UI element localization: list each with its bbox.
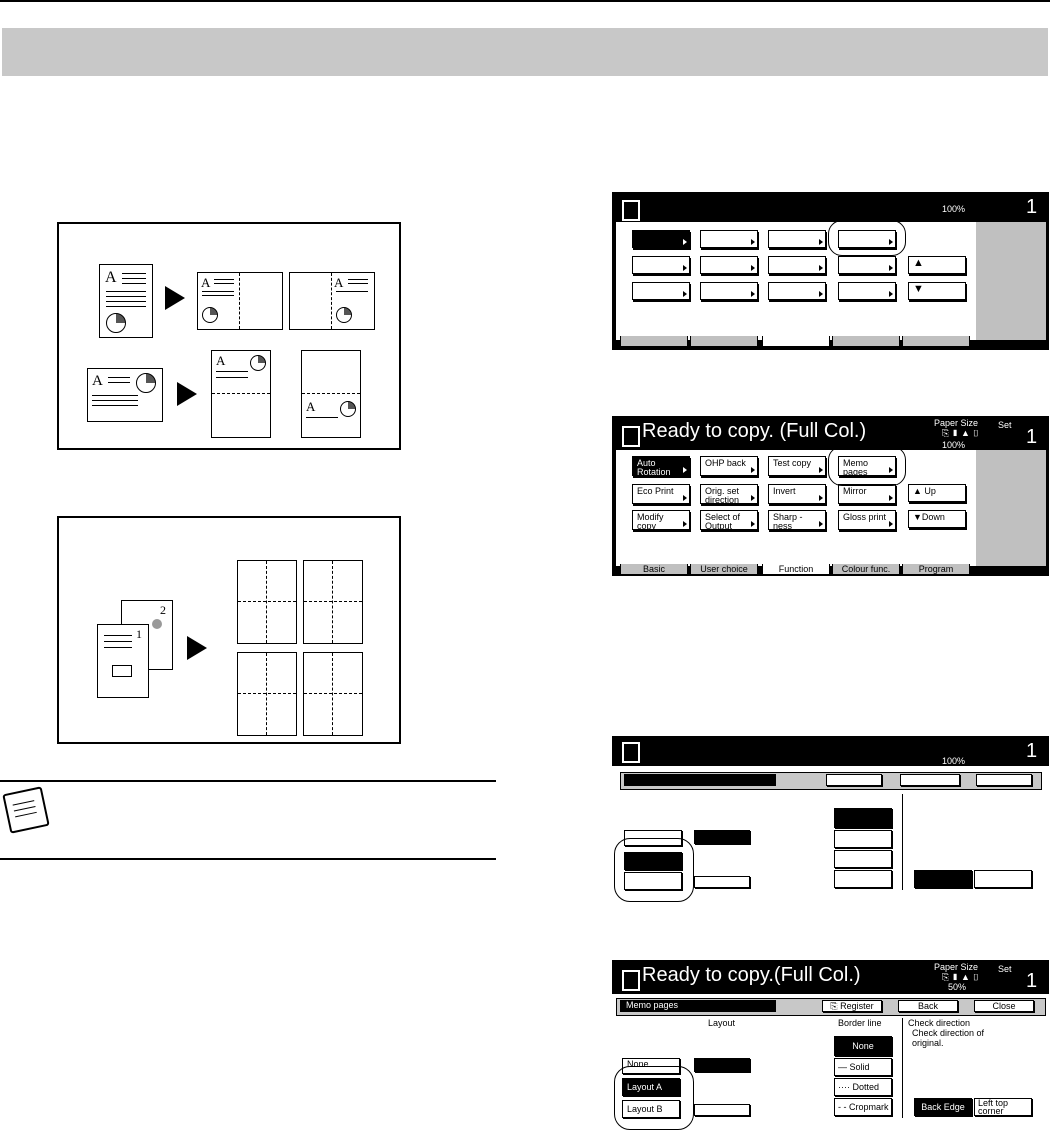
function-button-2[interactable]: Test copy <box>768 456 826 476</box>
blank-button[interactable] <box>632 230 690 248</box>
down-button[interactable]: ▼ <box>908 282 966 300</box>
status-message: Ready to copy.(Full Col.) <box>642 964 861 986</box>
original-page-2: 2 <box>121 600 173 670</box>
layout-a-output-4: A <box>301 350 361 438</box>
layout-b-button[interactable]: Layout B <box>622 1100 680 1118</box>
up-button[interactable]: ▲ <box>908 256 966 274</box>
document-icon <box>622 426 640 447</box>
back-edge-button[interactable]: Back Edge <box>914 1098 972 1116</box>
down-button[interactable]: ▼Down <box>908 510 966 528</box>
notepad-icon <box>2 786 49 833</box>
function-button-5[interactable]: Orig. set direction <box>700 484 758 504</box>
highlight-circle <box>614 1066 694 1130</box>
left-top-corner-button[interactable]: Left top corner <box>974 1098 1032 1116</box>
screen-1-function-blank: 100% 1 ▲ ▼ <box>612 192 1049 350</box>
function-button-3[interactable]: Memo pages <box>838 456 896 476</box>
screen-3-memo-blank: 100% 1 <box>612 736 1049 894</box>
function-button-7[interactable]: Mirror <box>838 484 896 504</box>
function-button-10[interactable]: Sharp -ness <box>768 510 826 530</box>
document-icon <box>622 970 640 991</box>
check-direction-title: Check direction <box>908 1018 971 1028</box>
section-header-band <box>2 28 1048 76</box>
register-button[interactable]: ⎘ Register <box>822 1000 882 1012</box>
function-button-8[interactable]: Modify copy <box>632 510 690 530</box>
function-button-11[interactable]: Gloss print <box>838 510 896 530</box>
landscape-original: A <box>87 368 163 422</box>
letter-a: A <box>105 269 117 286</box>
arrow-icon <box>177 382 197 406</box>
status-message: Ready to copy. (Full Col.) <box>642 420 867 442</box>
up-button[interactable]: ▲ Up <box>908 484 966 502</box>
document-icon <box>622 742 640 763</box>
original-page-1: 1 <box>97 624 149 698</box>
tab-user-choice[interactable]: User choice <box>690 564 758 575</box>
function-button-9[interactable]: Select of Output <box>700 510 758 530</box>
border-none-button[interactable]: None <box>834 1036 892 1056</box>
note-top-rule <box>0 780 496 782</box>
layout-preview <box>694 1058 750 1072</box>
screen-2-function-tab: Ready to copy. (Full Col.) Paper Size Set ⎘ ▮ ▲ ▯ 100% 1 Auto Rotation OHP back Test copy Memo pages Eco Print Orig. set direction Invert Mirror Modify copy Select of Output Sharp -ness Gloss print ▲ Up ▼Down Basic User choice Function Colour func. Program <box>612 416 1049 576</box>
function-button-6[interactable]: Invert <box>768 484 826 504</box>
layout-a-output-3: A <box>211 350 271 438</box>
tab-basic[interactable]: Basic <box>620 564 688 575</box>
highlight-circle <box>828 220 906 256</box>
highlight-circle <box>614 838 694 902</box>
border-solid-button[interactable]: — Solid <box>834 1058 892 1076</box>
memo-pages-header: Memo pages <box>620 1000 776 1012</box>
screen-4-memo-pages: Ready to copy.(Full Col.) Paper Size Set ⎘ ▮ ▲ ▯ 50% 1 Memo pages ⎘ Register Back Close Layout Border line Check direction Check direction of original. None Layout A Layout B None — Solid ···· Dotted - - Cropmark Back Edge Left top corner <box>612 960 1049 1120</box>
document-icon <box>622 200 640 221</box>
tab-function[interactable]: Function <box>762 564 830 575</box>
highlight-circle <box>828 446 906 486</box>
border-cropmark-button[interactable]: - - Cropmark <box>834 1098 892 1116</box>
note-bottom-rule <box>0 858 496 860</box>
check-direction-text: Check direction of original. <box>912 1028 985 1048</box>
layout-label: Layout <box>708 1018 736 1028</box>
layout-none-button[interactable]: None <box>622 1058 680 1074</box>
border-dotted-button[interactable]: ···· Dotted <box>834 1078 892 1096</box>
function-button-4[interactable]: Eco Print <box>632 484 690 504</box>
layout-a-output-2: A <box>289 272 375 330</box>
layout-a-button[interactable]: Layout A <box>622 1078 680 1096</box>
function-button-0[interactable]: Auto Rotation <box>632 456 690 476</box>
close-button[interactable]: Close <box>974 1000 1034 1012</box>
layout-a-output-1: A <box>197 272 283 330</box>
arrow-icon <box>187 636 207 660</box>
layout-a-illustration <box>57 222 401 450</box>
layout-b-illustration <box>57 516 401 744</box>
tab-program[interactable]: Program <box>902 564 970 575</box>
back-button[interactable]: Back <box>898 1000 958 1012</box>
border-line-label: Border line <box>838 1018 882 1028</box>
arrow-icon <box>165 286 185 310</box>
layout-b-preview <box>694 1104 750 1116</box>
top-rule <box>0 0 1050 2</box>
function-button-1[interactable]: OHP back <box>700 456 758 476</box>
portrait-original <box>99 264 153 338</box>
tab-colour-func[interactable]: Colour func. <box>832 564 900 575</box>
